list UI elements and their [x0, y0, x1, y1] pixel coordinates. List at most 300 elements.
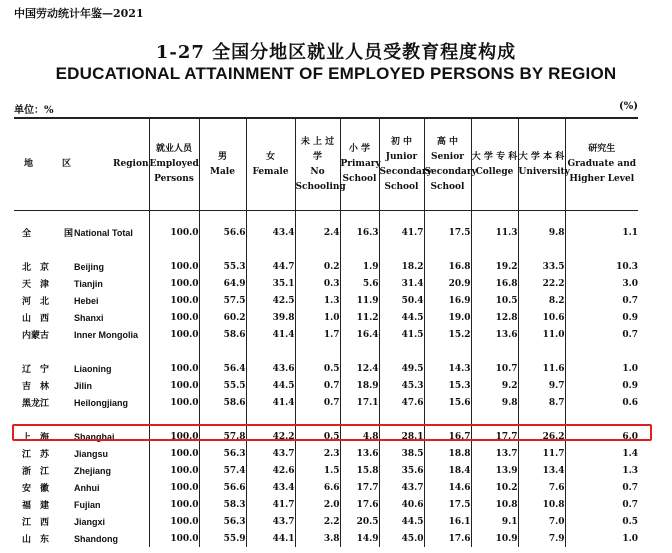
value-cell: 9.8 — [518, 224, 565, 241]
value-cell: 55.9 — [199, 530, 246, 547]
table-row — [14, 224, 638, 241]
value-cell: 13.4 — [518, 462, 565, 479]
value-cell: 100.0 — [149, 360, 199, 377]
value-cell: 16.9 — [424, 292, 471, 309]
value-cell: 26.2 — [518, 428, 565, 445]
value-cell: 100.0 — [149, 394, 199, 411]
value-cell: 57.5 — [199, 292, 246, 309]
value-cell: 35.1 — [246, 275, 295, 292]
value-cell: 16.3 — [340, 224, 379, 241]
spacer-cell — [518, 211, 565, 225]
highlight-box-shanghai — [12, 424, 652, 441]
value-cell: 33.5 — [518, 258, 565, 275]
value-cell: 55.3 — [199, 258, 246, 275]
table-row — [14, 377, 638, 394]
column-header-en: Senior Secondary School — [424, 151, 477, 192]
value-cell: 56.6 — [199, 479, 246, 496]
region-name-en: Jilin — [74, 381, 93, 391]
region-cell — [14, 292, 149, 309]
value-cell: 56.3 — [199, 513, 246, 530]
value-cell: 41.4 — [246, 326, 295, 343]
value-cell: 1.7 — [295, 326, 340, 343]
value-cell: 0.7 — [295, 394, 340, 411]
spacer-cell — [565, 211, 638, 225]
region-name-cn: 浙 江 — [22, 467, 50, 477]
value-cell: 43.7 — [246, 513, 295, 530]
value-cell: 15.2 — [424, 326, 471, 343]
value-cell: 15.8 — [340, 462, 379, 479]
column-header-en: Primary School — [340, 159, 381, 184]
region-cell — [14, 496, 149, 513]
value-cell: 10.9 — [471, 530, 518, 547]
spacer-row — [14, 343, 638, 360]
table-body — [14, 211, 638, 548]
column-header-university — [518, 118, 570, 211]
region-name-en: Hebei — [74, 296, 99, 306]
value-cell: 13.7 — [471, 445, 518, 462]
spacer-cell — [518, 241, 565, 258]
spacer-cell — [379, 241, 424, 258]
table-header-row — [14, 118, 638, 211]
region-cell — [14, 224, 149, 241]
table-row — [14, 479, 638, 496]
value-cell: 2.0 — [295, 496, 340, 513]
value-cell: 3.8 — [295, 530, 340, 547]
region-name-en: Shanxi — [74, 313, 104, 323]
value-cell: 11.7 — [518, 445, 565, 462]
value-cell: 10.8 — [518, 496, 565, 513]
spacer-cell — [246, 343, 295, 360]
region-name-cn: 山 西 — [22, 314, 50, 324]
spacer-cell — [14, 343, 149, 360]
column-header-en: College — [475, 166, 514, 177]
value-cell: 58.6 — [199, 394, 246, 411]
region-cell — [14, 513, 149, 530]
region-cell — [14, 462, 149, 479]
value-cell: 13.6 — [340, 445, 379, 462]
value-cell: 16.7 — [424, 428, 471, 445]
value-cell: 4.8 — [340, 428, 379, 445]
spacer-cell — [246, 241, 295, 258]
value-cell: 1.3 — [295, 292, 340, 309]
region-name-cn: 安 徽 — [22, 484, 50, 494]
table-row — [14, 275, 638, 292]
value-cell: 14.3 — [424, 360, 471, 377]
value-cell: 35.6 — [379, 462, 424, 479]
value-cell: 1.0 — [565, 530, 638, 547]
value-cell: 17.6 — [424, 530, 471, 547]
value-cell: 41.7 — [246, 496, 295, 513]
table-row — [14, 530, 638, 547]
value-cell: 17.5 — [424, 496, 471, 513]
value-cell: 19.2 — [471, 258, 518, 275]
region-cell — [14, 530, 149, 547]
value-cell: 12.4 — [340, 360, 379, 377]
value-cell: 9.2 — [471, 377, 518, 394]
value-cell: 41.5 — [379, 326, 424, 343]
value-cell: 100.0 — [149, 224, 199, 241]
value-cell: 12.8 — [471, 309, 518, 326]
value-cell: 0.6 — [565, 394, 638, 411]
region-name-cn: 内蒙古 — [22, 331, 50, 341]
value-cell: 0.9 — [565, 377, 638, 394]
value-cell: 43.4 — [246, 224, 295, 241]
column-header-en: Employed Persons — [149, 159, 199, 184]
value-cell: 100.0 — [149, 258, 199, 275]
value-cell: 0.7 — [565, 479, 638, 496]
spacer-cell — [379, 343, 424, 360]
value-cell: 43.4 — [246, 479, 295, 496]
value-cell: 100.0 — [149, 309, 199, 326]
value-cell: 0.2 — [295, 258, 340, 275]
region-name-cn: 全 国 — [22, 229, 86, 239]
value-cell: 44.7 — [246, 258, 295, 275]
column-header-cn: 男 — [217, 151, 227, 162]
value-cell: 28.1 — [379, 428, 424, 445]
spacer-cell — [295, 211, 340, 225]
value-cell: 0.7 — [565, 326, 638, 343]
value-cell: 58.3 — [199, 496, 246, 513]
region-name-en: Anhui — [74, 483, 100, 493]
value-cell: 1.0 — [565, 360, 638, 377]
value-cell: 17.1 — [340, 394, 379, 411]
running-head: 中国劳动统计年鉴—2021 — [14, 7, 144, 20]
region-name-en: Beijing — [74, 262, 105, 272]
value-cell: 42.6 — [246, 462, 295, 479]
value-cell: 10.7 — [471, 360, 518, 377]
value-cell: 13.9 — [471, 462, 518, 479]
value-cell: 13.6 — [471, 326, 518, 343]
column-header-cn: 小 学 — [348, 144, 371, 154]
value-cell: 7.0 — [518, 513, 565, 530]
region-cell — [14, 275, 149, 292]
spacer-cell — [424, 211, 471, 225]
column-header-cn: 地 区 — [24, 159, 82, 169]
column-header-cn: 初 中 — [390, 136, 413, 147]
value-cell: 0.9 — [565, 309, 638, 326]
region-cell — [14, 377, 149, 394]
column-header-en: Graduate and Higher Level — [567, 159, 637, 184]
spacer-cell — [518, 343, 565, 360]
value-cell: 18.9 — [340, 377, 379, 394]
region-name-en: Fujian — [74, 500, 101, 510]
region-cell — [14, 258, 149, 275]
value-cell: 20.5 — [340, 513, 379, 530]
value-cell: 47.6 — [379, 394, 424, 411]
spacer-cell — [424, 241, 471, 258]
value-cell: 42.2 — [246, 428, 295, 445]
region-name-cn: 辽 宁 — [22, 365, 50, 375]
table-row — [14, 292, 638, 309]
value-cell: 100.0 — [149, 292, 199, 309]
value-cell: 0.7 — [565, 292, 638, 309]
region-name-en: Jiangsu — [74, 449, 109, 459]
region-name-en: Shandong — [74, 534, 118, 544]
spacer-cell — [199, 211, 246, 225]
value-cell: 100.0 — [149, 445, 199, 462]
column-header-cn: 大 学 专 科 — [471, 151, 518, 162]
unit-label-english: (%) — [619, 101, 638, 112]
column-header-college — [471, 118, 518, 211]
value-cell: 44.5 — [379, 513, 424, 530]
spacer-cell — [471, 241, 518, 258]
table-title-english: EDUCATIONAL ATTAINMENT OF EMPLOYED PERSONS BY REGION — [55, 64, 617, 83]
table-row — [14, 462, 638, 479]
spacer-cell — [340, 211, 379, 225]
value-cell: 38.5 — [379, 445, 424, 462]
value-cell: 17.7 — [471, 428, 518, 445]
value-cell: 15.6 — [424, 394, 471, 411]
spacer-row — [14, 241, 638, 258]
value-cell: 2.4 — [295, 224, 340, 241]
region-name-en: Shanghai — [74, 432, 115, 442]
value-cell: 6.0 — [565, 428, 638, 445]
column-header-en: Male — [210, 166, 235, 177]
column-header-en: Junior Secondary School — [379, 151, 432, 192]
table-row — [14, 258, 638, 275]
value-cell: 57.8 — [199, 428, 246, 445]
region-cell — [14, 394, 149, 411]
column-header-female — [246, 118, 295, 211]
statistics-table — [14, 117, 638, 547]
spacer-cell — [379, 211, 424, 225]
value-cell: 16.8 — [424, 258, 471, 275]
value-cell: 44.5 — [379, 309, 424, 326]
spacer-cell — [149, 211, 199, 225]
value-cell: 1.9 — [340, 258, 379, 275]
spacer-cell — [199, 241, 246, 258]
value-cell: 100.0 — [149, 275, 199, 292]
value-cell: 20.9 — [424, 275, 471, 292]
region-name-en: Inner Mongolia — [74, 330, 138, 340]
column-header-employed — [149, 118, 199, 211]
value-cell: 100.0 — [149, 513, 199, 530]
value-cell: 49.5 — [379, 360, 424, 377]
value-cell: 41.4 — [246, 394, 295, 411]
column-header-junior — [379, 118, 432, 211]
column-header-primary — [340, 118, 379, 211]
value-cell: 44.5 — [246, 377, 295, 394]
value-cell: 45.0 — [379, 530, 424, 547]
region-cell — [14, 309, 149, 326]
value-cell: 45.3 — [379, 377, 424, 394]
value-cell: 50.4 — [379, 292, 424, 309]
value-cell: 0.3 — [295, 275, 340, 292]
region-name-en: National Total — [74, 228, 133, 238]
column-header-male — [199, 118, 246, 211]
value-cell: 11.0 — [518, 326, 565, 343]
value-cell: 0.7 — [565, 496, 638, 513]
value-cell: 11.2 — [340, 309, 379, 326]
column-header-cn: 高 中 — [436, 136, 459, 147]
spacer-cell — [565, 241, 638, 258]
column-header-graduate — [565, 118, 638, 211]
value-cell: 9.8 — [471, 394, 518, 411]
value-cell: 16.1 — [424, 513, 471, 530]
spacer-cell — [14, 241, 149, 258]
value-cell: 18.8 — [424, 445, 471, 462]
value-cell: 7.9 — [518, 530, 565, 547]
region-name-cn: 天 津 — [22, 280, 50, 290]
region-name-en: Heilongjiang — [74, 398, 128, 408]
value-cell: 41.7 — [379, 224, 424, 241]
value-cell: 31.4 — [379, 275, 424, 292]
region-name-cn: 吉 林 — [22, 382, 50, 392]
value-cell: 42.5 — [246, 292, 295, 309]
value-cell: 100.0 — [149, 530, 199, 547]
spacer-cell — [199, 343, 246, 360]
value-cell: 1.4 — [565, 445, 638, 462]
region-name-en: Liaoning — [74, 364, 112, 374]
column-header-en: University — [518, 166, 570, 177]
value-cell: 17.7 — [340, 479, 379, 496]
value-cell: 14.9 — [340, 530, 379, 547]
value-cell: 2.3 — [295, 445, 340, 462]
column-header-cn: 女 — [265, 151, 275, 162]
spacer-cell — [149, 343, 199, 360]
value-cell: 1.5 — [295, 462, 340, 479]
table-row — [14, 496, 638, 513]
value-cell: 2.2 — [295, 513, 340, 530]
value-cell: 1.1 — [565, 224, 638, 241]
column-header-en: Region — [113, 159, 149, 169]
value-cell: 10.2 — [471, 479, 518, 496]
table-row — [14, 513, 638, 530]
spacer-cell — [471, 343, 518, 360]
value-cell: 0.5 — [295, 360, 340, 377]
region-cell — [14, 326, 149, 343]
region-name-cn: 江 西 — [22, 518, 50, 528]
value-cell: 100.0 — [149, 377, 199, 394]
column-header-no-schooling — [295, 118, 346, 211]
unit-label-chinese: 单位：% — [14, 105, 54, 116]
table-row — [14, 445, 638, 462]
region-name-cn: 山 东 — [22, 535, 50, 545]
value-cell: 10.5 — [471, 292, 518, 309]
table-row — [14, 326, 638, 343]
column-header-region — [14, 118, 149, 211]
table-title-chinese: 1-27 全国分地区就业人员受教育程度构成 — [155, 42, 517, 63]
value-cell: 1.0 — [295, 309, 340, 326]
column-header-en: Female — [252, 166, 289, 177]
column-header-en: No Schooling — [295, 166, 346, 192]
value-cell: 0.5 — [295, 428, 340, 445]
value-cell: 43.7 — [379, 479, 424, 496]
column-header-senior — [424, 118, 477, 211]
column-header-cn: 就业人员 — [155, 144, 192, 154]
value-cell: 11.6 — [518, 360, 565, 377]
value-cell: 10.8 — [471, 496, 518, 513]
column-header-cn: 研究生 — [588, 144, 616, 154]
value-cell: 100.0 — [149, 326, 199, 343]
value-cell: 18.2 — [379, 258, 424, 275]
value-cell: 58.6 — [199, 326, 246, 343]
value-cell: 7.6 — [518, 479, 565, 496]
region-name-cn: 江 苏 — [22, 450, 50, 460]
region-cell — [14, 445, 149, 462]
value-cell: 6.6 — [295, 479, 340, 496]
spacer-cell — [340, 343, 379, 360]
spacer-row — [14, 211, 638, 225]
value-cell: 56.4 — [199, 360, 246, 377]
region-name-cn: 黑龙江 — [22, 399, 50, 409]
region-name-cn: 北 京 — [22, 263, 50, 273]
value-cell: 11.9 — [340, 292, 379, 309]
value-cell: 10.6 — [518, 309, 565, 326]
spacer-cell — [471, 211, 518, 225]
spacer-cell — [424, 343, 471, 360]
region-name-en: Jiangxi — [74, 517, 106, 527]
value-cell: 0.5 — [565, 513, 638, 530]
value-cell: 100.0 — [149, 428, 199, 445]
spacer-cell — [565, 343, 638, 360]
value-cell: 11.3 — [471, 224, 518, 241]
value-cell: 17.5 — [424, 224, 471, 241]
value-cell: 9.7 — [518, 377, 565, 394]
value-cell: 44.1 — [246, 530, 295, 547]
spacer-cell — [340, 241, 379, 258]
value-cell: 3.0 — [565, 275, 638, 292]
value-cell: 60.2 — [199, 309, 246, 326]
value-cell: 64.9 — [199, 275, 246, 292]
value-cell: 5.6 — [340, 275, 379, 292]
value-cell: 43.6 — [246, 360, 295, 377]
region-name-cn: 河 北 — [22, 297, 50, 307]
region-name-cn: 上 海 — [22, 433, 50, 443]
value-cell: 19.0 — [424, 309, 471, 326]
value-cell: 17.6 — [340, 496, 379, 513]
region-name-en: Zhejiang — [74, 466, 112, 476]
value-cell: 40.6 — [379, 496, 424, 513]
value-cell: 14.6 — [424, 479, 471, 496]
value-cell: 100.0 — [149, 496, 199, 513]
column-header-cn: 大 学 本 科 — [518, 151, 565, 162]
value-cell: 9.1 — [471, 513, 518, 530]
region-cell — [14, 360, 149, 377]
value-cell: 10.3 — [565, 258, 638, 275]
value-cell: 8.2 — [518, 292, 565, 309]
table-row — [14, 360, 638, 377]
value-cell: 15.3 — [424, 377, 471, 394]
value-cell: 16.4 — [340, 326, 379, 343]
spacer-cell — [149, 241, 199, 258]
value-cell: 100.0 — [149, 462, 199, 479]
value-cell: 22.2 — [518, 275, 565, 292]
value-cell: 56.6 — [199, 224, 246, 241]
spacer-cell — [246, 211, 295, 225]
region-name-en: Tianjin — [74, 279, 103, 289]
value-cell: 39.8 — [246, 309, 295, 326]
value-cell: 56.3 — [199, 445, 246, 462]
column-header-cn: 未 上 过 学 — [300, 136, 335, 162]
value-cell: 1.3 — [565, 462, 638, 479]
value-cell: 57.4 — [199, 462, 246, 479]
value-cell: 0.7 — [295, 377, 340, 394]
region-cell — [14, 479, 149, 496]
value-cell: 100.0 — [149, 479, 199, 496]
value-cell: 18.4 — [424, 462, 471, 479]
region-name-cn: 福 建 — [22, 501, 50, 511]
spacer-cell — [295, 241, 340, 258]
table-row — [14, 309, 638, 326]
value-cell: 16.8 — [471, 275, 518, 292]
value-cell: 55.5 — [199, 377, 246, 394]
spacer-cell — [295, 343, 340, 360]
spacer-cell — [14, 211, 149, 225]
value-cell: 8.7 — [518, 394, 565, 411]
table-row — [14, 394, 638, 411]
value-cell: 43.7 — [246, 445, 295, 462]
